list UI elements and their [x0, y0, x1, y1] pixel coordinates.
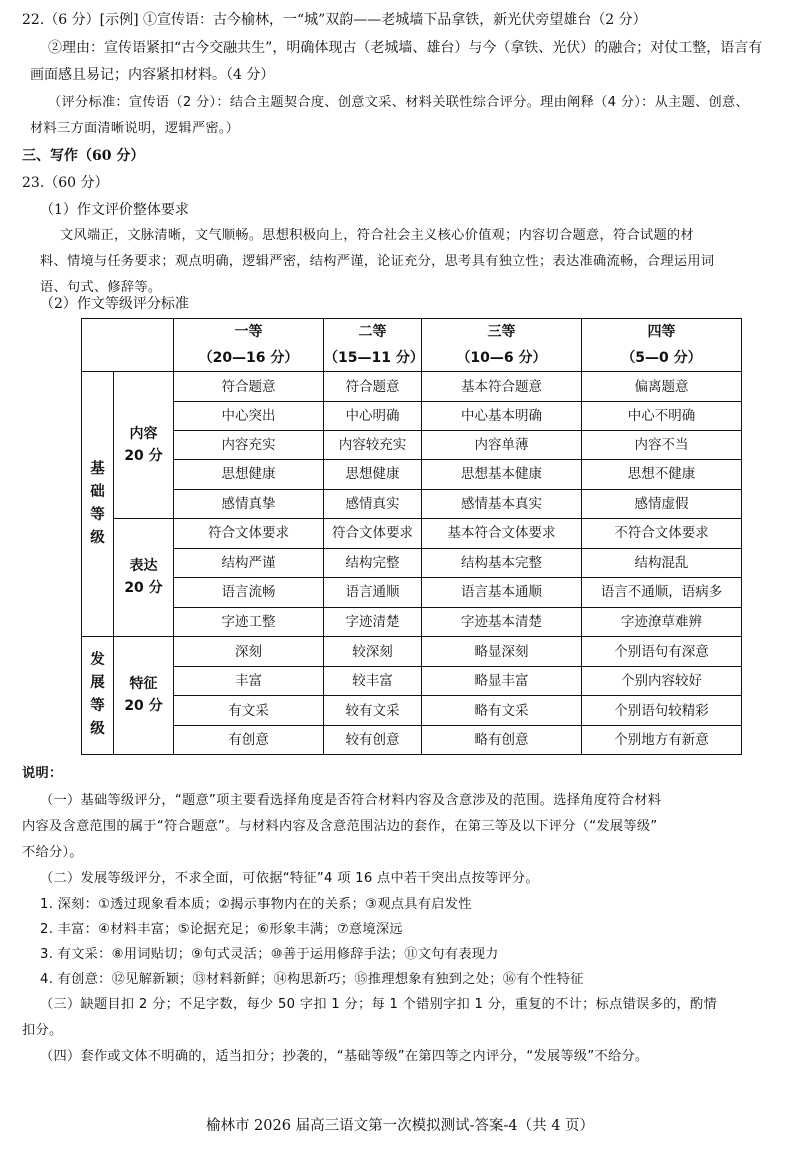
- table-cell: 感情基本真实: [422, 489, 582, 518]
- table-cell: 略有创意: [422, 725, 582, 754]
- q23-part1-line-1: 文风端正，文脉清晰，文气顺畅。思想积极向上，符合社会主义核心价值观；内容切合题意，符合试题的材: [60, 228, 694, 243]
- table-cell: 语言通顺: [324, 578, 422, 607]
- table-header-row: [82, 319, 742, 372]
- basic-level-label: 基 础 等 级: [82, 372, 114, 636]
- table-cell: 符合文体要求: [324, 518, 422, 548]
- table-cell: 语言流畅: [174, 578, 324, 607]
- table-cell: 字迹清楚: [324, 607, 422, 636]
- grade-1-header: 一等 （20—16 分）: [174, 319, 324, 372]
- table-cell: 符合文体要求: [174, 518, 324, 548]
- q22-line-1: 22.（6 分）[示例] ①宣传语：古今榆林，一“城”双韵——老城墙下品拿铁，新光伏旁望雄台（2 分）: [22, 12, 647, 28]
- note-2: （二）发展等级评分，不求全面，可依据“特征”4 项 16 点中若干突出点按等评分。: [40, 871, 539, 886]
- table-cell: 中心不明确: [582, 401, 742, 430]
- table-cell: 字迹工整: [174, 607, 324, 636]
- grading-table: [81, 318, 741, 755]
- q22-scoring-line-1: （评分标准：宣传语（2 分）：结合主题契合度、创意文采、材料关联性综合评分。理由阐释（4 分）：从主题、创意、: [48, 95, 750, 110]
- table-cell: 个别语句有深意: [582, 636, 742, 666]
- notes-title: 说明：: [22, 766, 63, 781]
- note-1-line-1: （一）基础等级评分，“题意”项主要看选择角度是否符合材料内容及含意涉及的范围。选择角度符合材料: [40, 793, 662, 808]
- table-cell: 基本符合题意: [422, 372, 582, 401]
- q22-line-2: ②理由：宣传语紧扣“古今交融共生”，明确体现古（老城墙、雄台）与今（拿铁、光伏）的融合；对仗工整，语言有: [48, 40, 763, 56]
- table-row: [82, 431, 742, 460]
- feature-label: 特征 20 分: [114, 636, 174, 754]
- table-cell: 略有文采: [422, 696, 582, 725]
- table-row: [82, 578, 742, 607]
- feature-1: 1. 深刻：①透过现象看本质；②揭示事物内在的关系；③观点具有启发性: [40, 897, 472, 912]
- table-cell: 思想基本健康: [422, 460, 582, 489]
- table-cell: 内容充实: [174, 431, 324, 460]
- q23-header: 23.（60 分）: [22, 175, 109, 191]
- table-cell: 语言不通顺，语病多: [582, 578, 742, 607]
- expression-label: 表达 20 分: [114, 518, 174, 636]
- table-cell: 有创意: [174, 725, 324, 754]
- table-cell: 深刻: [174, 636, 324, 666]
- table-cell: 偏离题意: [582, 372, 742, 401]
- table-cell: 较有创意: [324, 725, 422, 754]
- table-cell: 不符合文体要求: [582, 518, 742, 548]
- development-level-label: 发 展 等 级: [82, 636, 114, 754]
- table-cell: 结构严谨: [174, 549, 324, 578]
- table-cell: 较深刻: [324, 636, 422, 666]
- grade-4-header: 四等 （5—0 分）: [582, 319, 742, 372]
- q23-part1-title: （1）作文评价整体要求: [40, 202, 189, 218]
- section-writing-title: 三、写作（60 分）: [22, 148, 145, 164]
- table-cell: 字迹潦草难辨: [582, 607, 742, 636]
- table-row: [82, 401, 742, 430]
- note-1-line-3: 不给分）。: [22, 845, 83, 860]
- table-cell: 较丰富: [324, 667, 422, 696]
- note-3-line-2: 扣分。: [22, 1023, 63, 1038]
- table-cell: 符合题意: [174, 372, 324, 401]
- feature-4: 4. 有创意：⑫见解新颖；⑬材料新鲜；⑭构思新巧；⑮推理想象有独到之处；⑯有个性特征: [40, 972, 584, 987]
- table-cell: 内容较充实: [324, 431, 422, 460]
- q23-part1-line-2: 料、情境与任务要求；观点明确，逻辑严密，结构严谨，论证充分，思考具有独立性；表达准确流畅，合理运用词: [40, 254, 715, 269]
- table-cell: 思想不健康: [582, 460, 742, 489]
- table-cell: 略显丰富: [422, 667, 582, 696]
- content-label: 内容 20 分: [114, 372, 174, 518]
- table-cell: 感情虚假: [582, 489, 742, 518]
- table-cell: 字迹基本清楚: [422, 607, 582, 636]
- table-cell: 思想健康: [174, 460, 324, 489]
- q22-scoring-line-2: 材料三方面清晰说明，逻辑严密。）: [30, 121, 240, 136]
- table-row: [82, 372, 742, 401]
- table-corner: [82, 319, 174, 372]
- note-1-line-2: 内容及含意范围的属于“符合题意”。与材料内容及含意范围沾边的套作，在第三等及以下评分（“发展等级”: [22, 819, 658, 834]
- table-cell: 感情真实: [324, 489, 422, 518]
- table-cell: 结构完整: [324, 549, 422, 578]
- table-cell: 内容不当: [582, 431, 742, 460]
- table-cell: 语言基本通顺: [422, 578, 582, 607]
- page-footer: 榆林市 2026 届高三语文第一次模拟测试-答案-4（共 4 页）: [205, 1118, 595, 1134]
- table-cell: 个别内容较好: [582, 667, 742, 696]
- note-3-line-1: （三）缺题目扣 2 分；不足字数，每少 50 字扣 1 分；每 1 个错别字扣 1 分，重复的不计；标点错误多的，酌情: [40, 997, 718, 1012]
- grade-3-header: 三等 （10—6 分）: [422, 319, 582, 372]
- table-cell: 符合题意: [324, 372, 422, 401]
- q22-line-3: 画面感且易记；内容紧扣材料。（4 分）: [30, 67, 275, 83]
- table-cell: 略显深刻: [422, 636, 582, 666]
- table-row: [82, 518, 742, 548]
- table-cell: 结构混乱: [582, 549, 742, 578]
- feature-3: 3. 有文采：⑧用词贴切；⑨句式灵活；⑩善于运用修辞手法；⑪文句有表现力: [40, 947, 499, 962]
- table-cell: 个别语句较精彩: [582, 696, 742, 725]
- table-cell: 较有文采: [324, 696, 422, 725]
- table-cell: 丰富: [174, 667, 324, 696]
- table-row: [82, 549, 742, 578]
- table-row: [82, 636, 742, 666]
- q23-part2-title: （2）作文等级评分标准: [40, 296, 189, 312]
- table-row: [82, 607, 742, 636]
- table-cell: 感情真挚: [174, 489, 324, 518]
- table-cell: 中心突出: [174, 401, 324, 430]
- table-cell: 中心基本明确: [422, 401, 582, 430]
- table-row: [82, 696, 742, 725]
- grade-2-header: 二等 （15—11 分）: [324, 319, 422, 372]
- table-cell: 结构基本完整: [422, 549, 582, 578]
- table-row: [82, 725, 742, 754]
- table-row: [82, 460, 742, 489]
- table-cell: 思想健康: [324, 460, 422, 489]
- feature-2: 2. 丰富：④材料丰富；⑤论据充足；⑥形象丰满；⑦意境深远: [40, 922, 403, 937]
- table-cell: 基本符合文体要求: [422, 518, 582, 548]
- table-cell: 有文采: [174, 696, 324, 725]
- table-row: [82, 667, 742, 696]
- table-cell: 内容单薄: [422, 431, 582, 460]
- table-cell: 个别地方有新意: [582, 725, 742, 754]
- q23-part1-line-3: 语、句式、修辞等。: [40, 280, 162, 295]
- table-cell: 中心明确: [324, 401, 422, 430]
- note-4: （四）套作或文体不明确的，适当扣分；抄袭的，“基础等级”在第四等之内评分，“发展等级”不给分。: [40, 1049, 649, 1064]
- table-row: [82, 489, 742, 518]
